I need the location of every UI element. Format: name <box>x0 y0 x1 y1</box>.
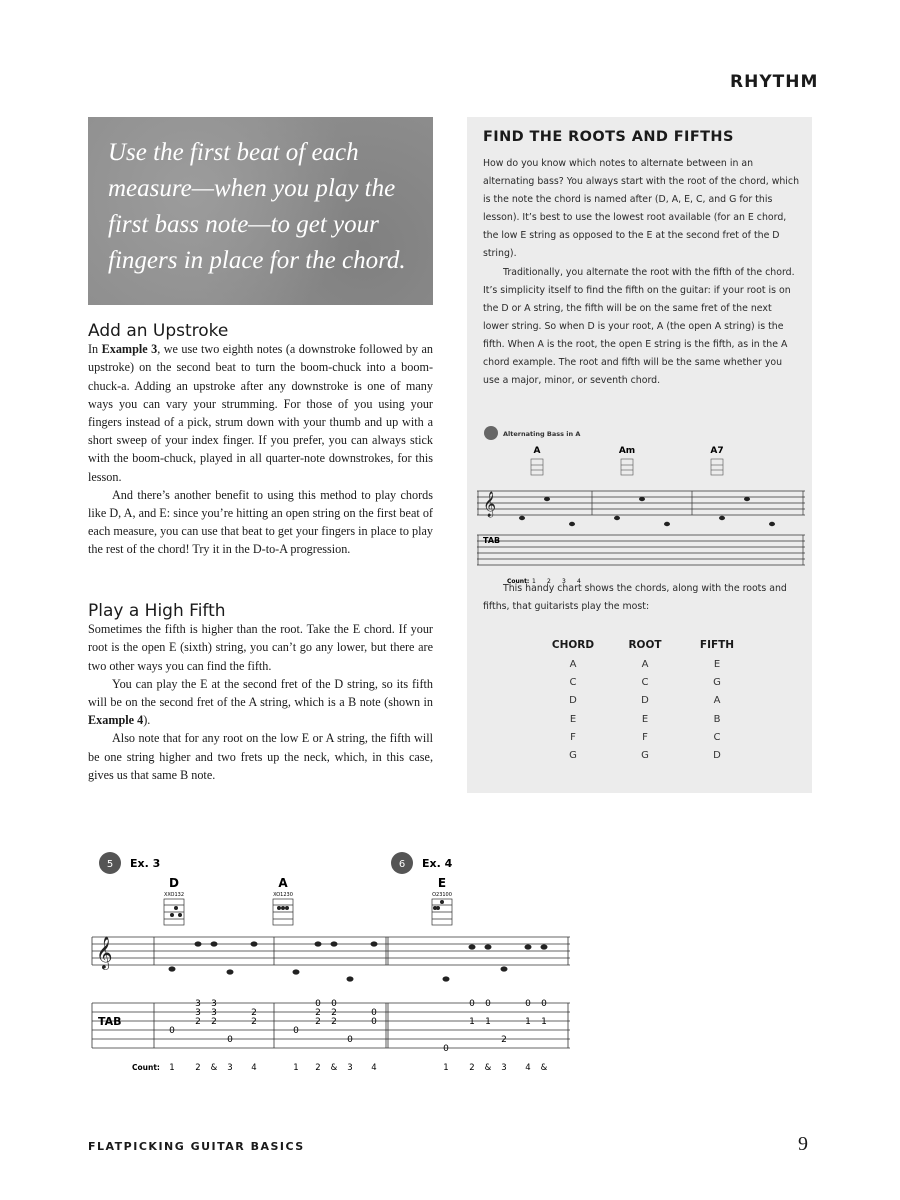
track-5-number: 5 <box>106 859 114 870</box>
high-fifth-paragraph-1: Sometimes the fifth is higher than the root. Take the E chord. If your root is the open E (sixth) string, you can’t go any lower, but there are two other ways you can find the fifth. <box>88 622 433 673</box>
upstroke-paragraph-1: In Example 3, we use two eighth notes (a downstroke followed by an upstroke) on the second beat to turn the boom-chuck into a boom-chuck-a. Adding an upstroke after any downstroke is one of many ways you can vary your strumming. For those of you using your fingers instead of a pick, strum down with your thumb and up with a short sweep of your index finger. If you prefer, you can always stick with the boom-chuck, played in all quarter-note downstrokes, for this lesson. <box>88 342 434 484</box>
svg-text:0: 0 <box>347 1035 353 1045</box>
sidebar-count-1: 1 <box>532 578 536 585</box>
svg-text:0: 0 <box>443 1044 449 1054</box>
high-fifth-paragraph-2: You can play the E at the second fret of the D string, so its fifth will be on the second fret of the A string, which is a B note (shown in Example 4). <box>88 676 433 728</box>
table-cell: D <box>569 695 577 707</box>
table-row <box>537 692 753 710</box>
footer-book-title: FLATPICKING GUITAR BASICS <box>88 1140 305 1153</box>
d-fingering: XXO132 <box>163 892 185 898</box>
svg-text:2: 2 <box>251 1017 257 1027</box>
table-cell: C <box>569 676 577 688</box>
svg-text:3: 3 <box>211 1008 217 1018</box>
chord-name-a-ex3: A <box>278 876 288 890</box>
svg-text:&: & <box>330 1063 338 1073</box>
svg-text:1: 1 <box>541 1017 547 1027</box>
high-fifth-section <box>88 602 433 784</box>
table-row <box>537 673 753 691</box>
ex3-label: Ex. 3 <box>130 857 161 870</box>
table-cell: G <box>641 750 649 762</box>
svg-text:4: 4 <box>251 1063 257 1073</box>
chord-name-a: A <box>533 446 541 456</box>
svg-text:4: 4 <box>371 1063 377 1073</box>
svg-text:3: 3 <box>347 1063 353 1073</box>
ex-chord-dots <box>170 900 444 917</box>
chord-name-a7: A7 <box>710 446 724 456</box>
svg-text:&: & <box>540 1063 548 1073</box>
table-row <box>537 655 753 673</box>
ex-chord-grids <box>164 899 452 925</box>
svg-text:1: 1 <box>485 1017 491 1027</box>
svg-text:3: 3 <box>195 999 201 1009</box>
sidebar-text-top <box>483 155 799 390</box>
svg-text:0: 0 <box>315 999 321 1009</box>
track-6-number: 6 <box>398 859 406 870</box>
ex-treble-clef: 𝄞 <box>96 936 113 969</box>
svg-text:1: 1 <box>525 1017 531 1027</box>
ex4-tab-numbers <box>443 999 547 1054</box>
a-fingering: XO1230 <box>273 892 293 898</box>
table-cell: A <box>713 695 721 707</box>
svg-text:2: 2 <box>331 1017 337 1027</box>
section-tag: RHYTHM <box>730 72 819 92</box>
treble-clef: 𝄞 <box>483 492 497 517</box>
table-cell: D <box>713 750 721 762</box>
table-cell: B <box>713 713 721 725</box>
sidebar-staff <box>477 491 805 515</box>
svg-text:1: 1 <box>443 1063 449 1073</box>
ex3-tab-numbers <box>169 999 377 1045</box>
table-cell: G <box>713 676 721 688</box>
ex-count-label: Count: <box>132 1063 160 1072</box>
table-cell: E <box>569 713 577 725</box>
table-cell: A <box>569 658 577 670</box>
ex4-counts <box>443 1063 547 1073</box>
pull-quote-text: Use the first beat of each measure—when you play the first bass note—to get your fingers in place for the chord. <box>108 139 406 274</box>
upstroke-heading: Add an Upstroke <box>88 321 229 341</box>
ex-notes <box>169 941 548 981</box>
svg-text:0: 0 <box>371 1017 377 1027</box>
table-header: CHORD <box>551 639 595 651</box>
table-cell: D <box>641 695 649 707</box>
sidebar-notes <box>519 497 775 526</box>
table-cell: C <box>713 731 721 743</box>
tab-label: TAB <box>483 536 501 545</box>
svg-text:0: 0 <box>227 1035 233 1045</box>
table-header: FIFTH <box>699 639 735 651</box>
svg-text:0: 0 <box>371 1008 377 1018</box>
svg-text:2: 2 <box>211 1017 217 1027</box>
svg-text:3: 3 <box>227 1063 233 1073</box>
table-cell: F <box>570 731 576 743</box>
svg-text:3: 3 <box>211 999 217 1009</box>
svg-text:0: 0 <box>485 999 491 1009</box>
table-cell: A <box>641 658 649 670</box>
table-row <box>537 710 753 728</box>
sidebar-paragraph-2: Traditionally, you alternate the root with the fifth of the chord. It’s simplicity itself to find the fifth on the guitar: if your root is on the D or A string, the fifth will be on the same fret of the next lower string. So when D is your root, A (the open A string) is the fifth. When A is the root, the open E string is the fifth, as in the A chord example. The root and fifth will be the same whether you use a major, minor, or seventh chord. <box>483 266 795 387</box>
chord-name-am: Am <box>618 446 636 456</box>
table-row <box>537 728 753 746</box>
ex3-counts <box>169 1063 376 1073</box>
example-title: Alternating Bass in A <box>503 430 581 438</box>
svg-text:0: 0 <box>469 999 475 1009</box>
sidebar-count-label: Count: <box>507 578 530 585</box>
ex4-label: Ex. 4 <box>422 857 453 870</box>
svg-text:0: 0 <box>525 999 531 1009</box>
chord-grids <box>531 459 723 475</box>
svg-text:0: 0 <box>293 1026 299 1036</box>
page-number: 9 <box>798 1133 808 1155</box>
svg-text:2: 2 <box>501 1035 507 1045</box>
ex-staff <box>92 937 570 965</box>
table-cell: E <box>713 658 721 670</box>
svg-text:3: 3 <box>195 1008 201 1018</box>
svg-text:1: 1 <box>169 1063 175 1073</box>
sidebar-title: FIND THE ROOTS AND FIFTHS <box>483 129 734 145</box>
sidebar-tab <box>477 535 805 565</box>
svg-text:2: 2 <box>315 1063 321 1073</box>
pull-quote-box <box>88 117 433 305</box>
upstroke-section <box>88 322 433 559</box>
table-cell: E <box>641 713 649 725</box>
svg-text:1: 1 <box>469 1017 475 1027</box>
table-header-row <box>537 635 753 655</box>
sidebar-count-4: 4 <box>577 578 581 585</box>
svg-text:2: 2 <box>251 1008 257 1018</box>
svg-text:2: 2 <box>315 1008 321 1018</box>
table-header: ROOT <box>628 639 662 651</box>
table-cell: C <box>641 676 649 688</box>
svg-text:0: 0 <box>331 999 337 1009</box>
high-fifth-heading: Play a High Fifth <box>88 601 226 621</box>
alternating-bass-notation <box>477 423 807 593</box>
upstroke-paragraph-2: And there’s another benefit to using this method to play chords like D, A, and E: since you’re hitting an open string on the first beat of each measure, you can use that beat to get your fingers in place to play the rest of the chord! Try it in the D-to-A progression. <box>88 487 433 557</box>
table-cell: G <box>569 750 577 762</box>
svg-text:2: 2 <box>195 1017 201 1027</box>
svg-text:0: 0 <box>541 999 547 1009</box>
e-fingering: O23100 <box>432 892 452 898</box>
sidebar-paragraph-1: How do you know which notes to alternate between in an alternating bass? You always start with the root of the chord, which is the note the chord is named after (D, A, E, C, and G for this lesson). It’s best to use the lowest root available (for an E chord, the low E string as opposed to the E at the second fret of the D string). <box>483 158 800 260</box>
roots-fifths-table <box>537 635 753 765</box>
table-row <box>537 746 753 764</box>
roots-fifths-sidebar <box>467 117 812 793</box>
svg-text:2: 2 <box>195 1063 201 1073</box>
chord-name-e: E <box>437 876 447 890</box>
svg-text:3: 3 <box>501 1063 507 1073</box>
svg-text:4: 4 <box>525 1063 531 1073</box>
svg-text:&: & <box>484 1063 492 1073</box>
svg-text:2: 2 <box>469 1063 475 1073</box>
svg-text:2: 2 <box>331 1008 337 1018</box>
sidebar-count-3: 3 <box>562 578 566 585</box>
svg-text:&: & <box>210 1063 218 1073</box>
high-fifth-paragraph-3: Also note that for any root on the low E or A string, the fifth will be one string higher and two frets up the neck, which, in this case, gives us that same B note. <box>88 731 433 782</box>
table-cell: F <box>642 731 648 743</box>
svg-text:0: 0 <box>169 1026 175 1036</box>
svg-text:1: 1 <box>293 1063 299 1073</box>
svg-text:2: 2 <box>315 1017 321 1027</box>
sidebar-paragraph-3: This handy chart shows the chords, along with the roots and fifths, that guitarists play the most: <box>483 583 787 613</box>
chord-name-d: D <box>169 876 179 890</box>
sidebar-text-bottom <box>483 580 799 616</box>
ex-tab-label: TAB <box>98 1015 122 1028</box>
track-icon <box>484 426 498 440</box>
examples-notation <box>88 845 573 1080</box>
sidebar-count-2: 2 <box>547 578 551 585</box>
